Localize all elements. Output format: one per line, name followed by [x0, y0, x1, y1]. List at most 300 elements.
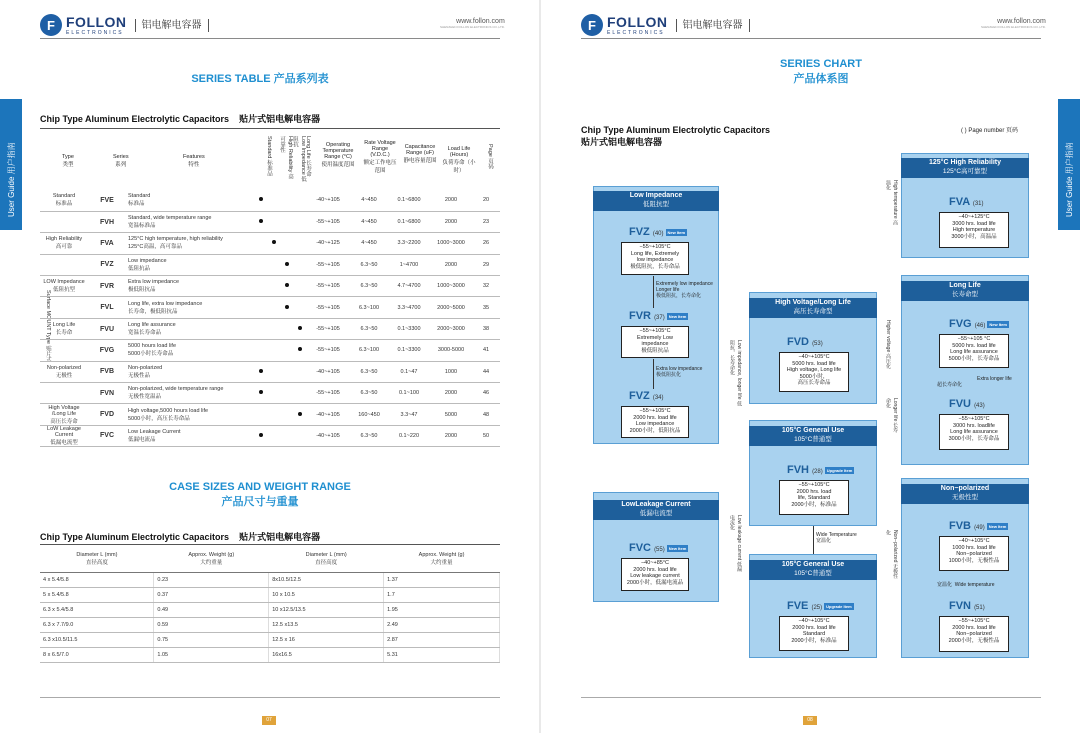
row-cap: 1~4700: [388, 254, 430, 275]
hdr-series: [113, 154, 129, 168]
hdr-life-en: Load Life (Hours): [447, 146, 471, 158]
row-mark-cell: [254, 233, 267, 254]
hdr-temp-en: Operating Temperature Range (°C): [322, 142, 354, 160]
row-temp: -40~+125: [306, 233, 350, 254]
fvg-l3: Long life assurance: [950, 349, 998, 355]
row-life: 1000~3000: [430, 233, 472, 254]
hdr-life-cn: 负荷寿命（小时）: [442, 160, 476, 174]
series-row: [40, 190, 500, 211]
fvh-name: FVH: [787, 464, 809, 476]
row-mark-cell: [293, 404, 306, 425]
row-feature-en: Standard, wide temperature range: [128, 215, 212, 222]
row-life: 2000~5000: [430, 297, 472, 318]
row-mark-cell: [254, 297, 267, 318]
tag-non-polarized: Non−polarized 无极性化: [885, 530, 898, 579]
row-mark-cell: [254, 425, 267, 446]
fvn-l4: 2000小时，无极性品: [948, 637, 1000, 644]
fvd-code: [787, 336, 823, 348]
series-table: [40, 190, 500, 447]
non-polarized-en: Non−polarized: [940, 485, 990, 492]
fvu-l3: Long life assurance: [950, 429, 998, 435]
row-mark-cell: [280, 211, 293, 232]
row-feature-cn: 宽温标准品: [128, 223, 156, 230]
case-cell: 4 x 5.4/5.8: [40, 573, 154, 588]
case-cell: 1.37: [384, 573, 500, 588]
fvz40-l1: −55~+105°C: [639, 244, 671, 250]
row-series: FVR: [88, 276, 126, 297]
tag-low-leakage: Low leakage current 低漏电流化: [729, 515, 742, 572]
case-section-cn: 贴片式铝电解电容器: [239, 532, 321, 542]
row-mark-cell: [267, 361, 280, 382]
general-use-1-en: 105°C General Use: [781, 427, 845, 434]
row-series: FVL: [88, 297, 126, 318]
tag-high-temp: High temperature 高温化: [885, 180, 898, 226]
row-type-cn: 高压长寿命: [50, 418, 78, 425]
row-features: [126, 233, 254, 254]
hdr-features-en: Features: [183, 154, 205, 160]
fva-name: FVA: [949, 196, 970, 208]
row-volt: 6.3~50: [350, 425, 388, 446]
fvg-code: [949, 318, 1009, 330]
series-row: [40, 340, 500, 361]
hdr-cap-cn: 静电容量范围: [403, 158, 437, 164]
row-mark-cell: [254, 340, 267, 361]
case-hdr-d1-en: Diameter L (mm): [76, 551, 118, 558]
case-cell: 10 x12.5/13.5: [269, 603, 384, 618]
non-polarized-cn: 无极性型: [952, 494, 978, 501]
row-series: FVU: [88, 318, 126, 339]
row-mark-cell: [280, 383, 293, 404]
low-leakage-band: [593, 500, 719, 520]
fvz40-page: (40): [652, 231, 664, 237]
case-table: [40, 544, 500, 663]
fvz40-name: FVZ: [629, 226, 650, 238]
case-cell: 16x16.5: [269, 648, 384, 663]
row-mark-cell: [267, 233, 280, 254]
page-note: ( ) Page number 页码: [961, 128, 1019, 134]
fvh-l4: 2000小时，标准品: [791, 501, 837, 508]
row-type: [40, 425, 88, 446]
section-title-en: Chip Type Aluminum Electrolytic Capacitors: [40, 114, 230, 124]
row-feature-en: Extra low impedance: [128, 279, 180, 286]
case-cell: 0.75: [154, 633, 269, 648]
brand-name: FOLLON: [66, 13, 127, 30]
mark-dot: [285, 283, 289, 287]
hdr-type-en: Type: [62, 154, 74, 160]
fva-l4: 3000小时，高温品: [951, 233, 997, 240]
fvg-box: [939, 334, 1009, 368]
fvg-new-badge: New Item: [989, 321, 1007, 327]
fvz34-l3: Low impedance: [635, 421, 675, 427]
hdr-standard: Standard 标准品: [266, 136, 272, 177]
row-mark-cell: [267, 425, 280, 446]
hdr-high-reliability: High Reliability 高可靠性: [279, 136, 293, 180]
row-page: 32: [472, 276, 500, 297]
non-polarized-band: [901, 484, 1029, 504]
series-row: [40, 211, 500, 232]
case-hdr-w2-cn: 大约重量: [430, 559, 453, 566]
low-impedance-band: [593, 191, 719, 211]
hdr-low-impedance: Low Impedance 低阻抗: [292, 136, 306, 182]
row-page: 50: [472, 425, 500, 446]
brand-logo: [40, 14, 209, 36]
row-page: 23: [472, 211, 500, 232]
row-type-en: Non-polarized: [46, 364, 82, 371]
row-feature-en: 125°C high temperature, high reliability: [128, 236, 223, 243]
row-mark-cell: [293, 361, 306, 382]
side-tab-label-right: User Guide 用户指南: [1065, 142, 1074, 217]
row-feature-cn: 宽温长寿命品: [128, 330, 162, 337]
low-leakage-cn: 低漏电流型: [639, 510, 673, 517]
row-mark-cell: [267, 340, 280, 361]
tag-eli2-en: Extra low impedance: [656, 366, 703, 372]
fvn-l1: −55~+105°C: [958, 618, 990, 624]
follon-logo-icon: F: [40, 14, 62, 36]
row-cap: 4.7~4700: [388, 276, 430, 297]
case-row: [40, 648, 500, 663]
row-feature-cn: 低阻抗品: [128, 265, 151, 272]
row-type-cn: 标准品: [55, 201, 73, 208]
row-type: [40, 340, 88, 361]
tag-longer-life: Longer life 长寿命化: [885, 398, 898, 433]
table-top-line: [40, 128, 500, 129]
tag-wt: [816, 532, 857, 544]
case-cell: 0.59: [154, 618, 269, 633]
row-features: [126, 211, 254, 232]
tag-eli: [656, 281, 713, 299]
fvn-code: [949, 600, 985, 612]
fve-code: [787, 600, 854, 612]
hdr-life: [442, 146, 476, 174]
case-title-en: CASE SIZES AND WEIGHT RANGE: [169, 481, 351, 493]
fvz40-l4: 极低阻抗，长寿命品: [630, 263, 680, 270]
row-type-cn: 长寿命: [55, 330, 73, 337]
case-cell: 12.5 x 16: [269, 633, 384, 648]
row-mark-cell: [280, 190, 293, 211]
row-volt: 6.3~50: [350, 383, 388, 404]
fvg-l4: 5000小时，长寿命品: [948, 355, 1000, 362]
row-mark-cell: [280, 254, 293, 275]
tag-low-impedance-longer: Low impedance, longer life 低阻抗，长寿命化: [729, 340, 742, 406]
row-temp: -40~+105: [306, 425, 350, 446]
row-mark-cell: [254, 190, 267, 211]
row-temp: -55~+105: [306, 211, 350, 232]
low-leakage-en: LowLeakage Current: [621, 501, 691, 508]
fvg-l2: 5000 hrs. load life: [952, 342, 996, 349]
row-volt: 6.3~50: [350, 361, 388, 382]
row-cap: 0.1~3300: [388, 318, 430, 339]
series-row: [40, 318, 500, 339]
fvd-l2: 5000 hrs. load life: [792, 360, 836, 367]
series-row: [40, 383, 500, 404]
row-page: 41: [472, 340, 500, 361]
header-line: [40, 38, 500, 39]
header-line-right: [581, 38, 1041, 39]
row-feature-en: Low impedance: [128, 257, 167, 264]
tag-wt-en: Wide Temperature: [816, 532, 857, 538]
footer-line-right: [581, 697, 1041, 698]
fvz34-page: (34): [652, 395, 664, 401]
fvu-code: [949, 398, 985, 410]
right-page: [541, 0, 1080, 733]
row-series: FVE: [88, 190, 126, 211]
website-company: SHENZHEN FOLLON ELECTRONICS CO.,LTD.: [440, 25, 505, 29]
side-tab-label: User Guide 用户指南: [7, 142, 16, 217]
row-page: 48: [472, 404, 500, 425]
series-row: [40, 233, 500, 254]
row-type-en: LOW Impedance: [43, 279, 85, 286]
tag-wt-cn: 宽温化: [816, 538, 832, 544]
fvb-box: [939, 536, 1009, 571]
fvz40-new-badge: New Item: [667, 229, 686, 235]
row-mark-cell: [293, 297, 306, 318]
long-life-band: [901, 281, 1029, 301]
row-life: 2000~3000: [430, 318, 472, 339]
row-temp: -55~+105: [306, 254, 350, 275]
case-cell: 6.3 x 7.7/9.0: [40, 618, 154, 633]
row-mark-cell: [254, 361, 267, 382]
series-chart-title: [721, 58, 921, 86]
row-mark-cell: [293, 254, 306, 275]
case-cell: 8 x 6.5/7.0: [40, 648, 154, 663]
chart-section-title: [581, 124, 770, 148]
row-life: 2000: [430, 211, 472, 232]
case-row: [40, 618, 500, 633]
case-hdr-w2: [384, 545, 500, 573]
fve-l3: Standard: [802, 631, 826, 637]
row-mark-cell: [280, 318, 293, 339]
row-mark-cell: [267, 297, 280, 318]
fvc-page: (55): [654, 547, 665, 553]
tag-eli-cn: 极低阻抗，长寿命化: [656, 293, 702, 299]
hdr-type-cn: 类型: [62, 162, 74, 168]
row-mark-cell: [254, 318, 267, 339]
row-mark-cell: [293, 233, 306, 254]
fvr-l2: Extremely Low: [636, 334, 674, 341]
low-impedance-cn: 低阻抗型: [643, 201, 669, 208]
section-title-cn: 贴片式铝电解电容器: [239, 114, 321, 124]
row-type-en: Standard: [52, 193, 76, 200]
row-temp: -55~+105: [306, 297, 350, 318]
hdr-temp-cn: 使用温度范围: [321, 162, 355, 168]
row-volt: 4~450: [350, 233, 388, 254]
fvn-name: FVN: [949, 600, 971, 612]
row-feature-en: High voltage,5000 hours load life: [128, 407, 209, 414]
row-series: FVB: [88, 361, 126, 382]
case-cell: 8x10.5/12.5: [269, 573, 384, 588]
hdr-cap: [400, 144, 440, 164]
row-life: 5000: [430, 404, 472, 425]
row-mark-cell: [280, 297, 293, 318]
row-feature-cn: 5000小时，高压长寿命品: [128, 415, 190, 422]
case-cell: 1.7: [384, 588, 500, 603]
fvb-new-badge: New Item: [988, 523, 1007, 529]
case-row: [40, 588, 500, 603]
left-page: [0, 0, 539, 733]
fvg-page: (46): [974, 323, 986, 329]
series-row: [40, 297, 500, 318]
row-feature-cn: 极低阻抗品: [128, 287, 156, 294]
row-page: 46: [472, 383, 500, 404]
row-mark-cell: [293, 318, 306, 339]
row-feature-cn: 无极性宽温品: [128, 394, 162, 401]
chart-section-cn: 贴片式铝电解电容器: [581, 137, 663, 147]
row-cap: 0.1~100: [388, 383, 430, 404]
row-mark-cell: [293, 425, 306, 446]
row-cap: 0.1~6800: [388, 190, 430, 211]
case-hdr-d2: [269, 545, 384, 573]
row-temp: -55~+105: [306, 318, 350, 339]
row-life: 2000: [430, 425, 472, 446]
hdr-volt: [362, 140, 398, 174]
fva-page: (31): [972, 201, 984, 207]
tag-ll-en: Longer life: [656, 287, 680, 293]
row-temp: -55~+105: [306, 276, 350, 297]
fve-page: (25): [811, 605, 823, 611]
series-table-title: SERIES TABLE 产品系列表: [191, 73, 329, 85]
row-type-en: Long Life: [52, 322, 76, 329]
row-mark-cell: [293, 383, 306, 404]
case-cell: 5 x 5.4/5.8: [40, 588, 154, 603]
tag-higher-voltage: Higher voltage 高压化: [885, 320, 891, 369]
fvz34-l2: 2000 hrs. load life: [633, 414, 677, 421]
row-features: [126, 361, 254, 382]
website-url-right: www.follon.com: [997, 18, 1046, 25]
row-mark-cell: [280, 425, 293, 446]
hdr-long-life: Long Life 长寿命: [305, 136, 311, 177]
fvc-code: [629, 542, 688, 554]
row-type-en: LoW Leakage Current: [47, 425, 81, 438]
row-cap: 3.3~2200: [388, 233, 430, 254]
page-number-right: 08: [803, 716, 817, 725]
case-title: [120, 481, 400, 509]
case-section-en: Chip Type Aluminum Electrolytic Capacitors: [40, 532, 230, 542]
case-cell: 10 x 10.5: [269, 588, 384, 603]
fvb-page: (49): [974, 525, 985, 531]
hdr-cap-en: Capacitance Range (uF): [404, 144, 436, 156]
row-features: [126, 383, 254, 404]
row-life: 2000: [430, 254, 472, 275]
row-page: 44: [472, 361, 500, 382]
row-life: 2000: [430, 190, 472, 211]
fvb-l3: Non−polarized: [956, 551, 992, 557]
general-use-1-cn: 105°C普通型: [794, 436, 832, 443]
fvh-page: (28): [812, 469, 823, 475]
row-mark-cell: [280, 233, 293, 254]
case-hdr-d1-cn: 直径高度: [85, 559, 108, 566]
case-cell: 1.95: [384, 603, 500, 618]
footer-line: [40, 697, 500, 698]
header-product-right: 铝电解电容器: [676, 19, 750, 32]
fvh-l1: −55~+105°C: [798, 482, 830, 488]
row-type: [40, 318, 88, 339]
fvd-name: FVD: [787, 336, 809, 348]
row-type-cn: 低阻抗型: [52, 287, 75, 294]
fvc-name: FVC: [629, 542, 651, 554]
fvd-l3: High voltage, Long life: [786, 367, 842, 373]
fvc-l3: Low leakage current: [630, 573, 680, 579]
row-cap: 0.1~6800: [388, 211, 430, 232]
row-cap: 3.3~47: [388, 404, 430, 425]
fve-name: FVE: [787, 600, 809, 612]
row-life: 1000~3000: [430, 276, 472, 297]
fvu-name: FVU: [949, 398, 971, 410]
row-type: [40, 383, 88, 404]
row-series: FVH: [88, 211, 126, 232]
row-volt: 6.3~50: [350, 276, 388, 297]
fvg-l1: −55~+105 °C: [957, 336, 991, 342]
hdr-series-cn: 系列: [115, 162, 127, 168]
hdr-features: [183, 154, 205, 168]
row-feature-cn: 标准品: [128, 201, 145, 208]
high-reliability-band: [901, 158, 1029, 178]
row-mark-cell: [267, 254, 280, 275]
row-page: 20: [472, 190, 500, 211]
fvd-l5: 高压长寿命品: [797, 380, 831, 386]
high-voltage-cn: 高压长寿命型: [793, 308, 833, 315]
mark-dot: [298, 347, 302, 351]
fvn-box: [939, 616, 1009, 652]
fvr-l1: −55~+105°C: [639, 328, 671, 334]
fvz34-box: [621, 406, 689, 438]
case-row: [40, 573, 500, 588]
fve-l1: −40~+105°C: [798, 618, 830, 624]
case-cell: 2.49: [384, 618, 500, 633]
fvb-l2: 1000 hrs. load life: [952, 544, 996, 551]
row-volt: 4~450: [350, 211, 388, 232]
website-url: www.follon.com: [456, 18, 505, 25]
row-feature-en: Long life, extra low impedance: [128, 300, 203, 307]
row-volt: 6.3~100: [350, 340, 388, 361]
follon-logo-icon-right: F: [581, 14, 603, 36]
fvh-upgrade-badge: Upgrade Item: [826, 467, 853, 473]
fvr-box: [621, 326, 689, 358]
case-hdr-d2-cn: 直径高度: [315, 559, 338, 566]
fvu-l2: 3000 hrs. loadlife: [953, 422, 995, 429]
case-row: [40, 633, 500, 648]
case-cell: 0.49: [154, 603, 269, 618]
row-life: 3000-5000: [430, 340, 472, 361]
fvc-box: [621, 558, 689, 591]
row-mark-cell: [267, 318, 280, 339]
long-life-cn: 长寿命型: [952, 291, 978, 298]
row-temp: -40~+105: [306, 404, 350, 425]
page-number: 07: [262, 716, 276, 725]
fvd-l4: 5000小时，: [799, 373, 829, 380]
general-use-band-1: [749, 426, 877, 446]
fvr-page: (37): [654, 315, 665, 321]
row-mark-cell: [280, 276, 293, 297]
case-hdr-w1: [154, 545, 269, 573]
tag-wtr-en: Wide temperature: [954, 582, 995, 588]
row-feature-en: 5000 hours load life: [128, 343, 177, 350]
row-type: [40, 190, 88, 211]
section-title: [40, 112, 320, 125]
high-voltage-en: High Voltage/Long Life: [775, 299, 851, 306]
fvr-new-badge: New Item: [668, 313, 687, 319]
hdr-volt-cn: 额定工作电压范围: [363, 160, 397, 174]
brand-sub: ELECTRONICS: [66, 29, 124, 36]
row-features: [126, 190, 254, 211]
row-cap: 0.1~3300: [388, 340, 430, 361]
fvu-l1: −55~+105°C: [958, 416, 990, 422]
row-mark-cell: [267, 211, 280, 232]
low-impedance-en: Low Impedance: [629, 192, 683, 199]
row-cap: 0.1~220: [388, 425, 430, 446]
fvh-code: [787, 464, 854, 476]
mark-dot: [259, 219, 263, 223]
row-series: FVD: [88, 404, 126, 425]
